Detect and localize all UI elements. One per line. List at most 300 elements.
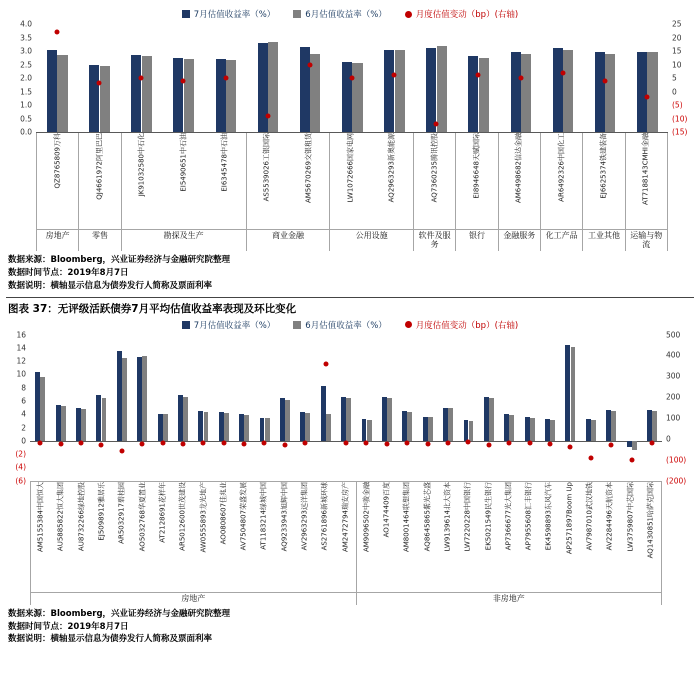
bar-column	[234, 335, 254, 481]
x-label	[397, 482, 417, 592]
legend-label: 7月估值收益率（%）	[193, 10, 276, 20]
left-axis-tick: 0.5	[20, 113, 32, 123]
bar-column	[173, 335, 193, 481]
jun-bar	[57, 55, 67, 132]
jun-bar	[184, 59, 194, 132]
category-group	[582, 133, 624, 251]
group-label: 化工产品	[541, 229, 582, 242]
x-label-text: EI5490651中石油	[179, 133, 188, 192]
bar-column	[247, 24, 289, 132]
x-label	[560, 482, 580, 592]
figure-title: 图表 37：无评级活跃债券7月平均估值收益率表现及环比变化	[6, 297, 694, 317]
x-label-text: AO5032768华夏置业	[138, 481, 147, 551]
note-source: 数据来源：Bloomberg，兴业证券经济与金融研究院整理	[8, 608, 231, 619]
group-label: 商业金融	[247, 229, 330, 242]
change-dot	[307, 62, 312, 67]
bar-column	[500, 24, 542, 132]
legend-item	[405, 8, 518, 20]
bar-column	[112, 335, 132, 481]
x-label-text: EK5021549民生银行	[484, 481, 493, 550]
left-axis	[6, 329, 30, 485]
change-dot	[446, 441, 451, 446]
change-dot	[139, 76, 144, 81]
bar-column	[417, 335, 437, 481]
x-label-text: AQ7360235腾讯控股	[430, 133, 439, 203]
jun-bar	[571, 347, 576, 441]
bar-column	[214, 335, 234, 481]
jun-bar	[605, 54, 615, 132]
change-dot	[323, 361, 328, 366]
jul-bar	[468, 56, 478, 132]
jun-bar	[489, 398, 494, 440]
jul-bar	[300, 47, 310, 132]
group-label: 非房地产	[357, 592, 661, 605]
bar-column	[626, 24, 668, 132]
category-axis	[30, 481, 662, 605]
change-dot	[609, 443, 614, 448]
x-label-text: EJ6625374铁建装备	[599, 133, 608, 199]
bar-column	[642, 335, 662, 481]
change-dot	[78, 441, 83, 446]
legend-item	[182, 8, 276, 20]
change-dot	[99, 443, 104, 448]
jun-bar	[265, 418, 270, 441]
x-label	[499, 133, 540, 229]
x-label-text: AO1474409百度	[382, 481, 391, 537]
jun-bar	[244, 415, 249, 441]
change-dot	[303, 441, 308, 446]
x-label	[372, 133, 413, 229]
jul-bar	[553, 48, 563, 132]
right-axis-tick: 400	[666, 350, 681, 360]
bar-columns	[30, 335, 662, 481]
x-label-text: AP7366677光大集团	[504, 481, 513, 550]
x-label	[418, 482, 438, 592]
jun-bar	[469, 421, 474, 441]
right-axis-tick: (10)	[672, 113, 688, 123]
bar-column	[519, 335, 539, 481]
change-dot	[265, 113, 270, 118]
left-axis-tick: (6)	[15, 475, 26, 485]
x-label-text: EJ5098912雅居乐	[97, 481, 106, 541]
legend-item	[293, 319, 387, 331]
jun-bar	[395, 50, 405, 132]
jun-bar	[61, 406, 66, 441]
jun-bar	[632, 441, 637, 450]
bar-column	[120, 24, 162, 132]
jul-bar	[173, 58, 183, 132]
legend-label: 6月估值收益率（%）	[305, 320, 387, 331]
bar-column	[373, 24, 415, 132]
left-axis-tick: 2	[21, 422, 26, 432]
right-axis	[662, 329, 694, 485]
jun-bar	[226, 60, 236, 132]
x-label-text: EI6345478中石油	[220, 133, 229, 192]
left-axis-tick: 0	[21, 436, 26, 446]
category-group	[413, 133, 455, 251]
bar-column	[356, 335, 376, 481]
jun-bar	[183, 397, 188, 441]
jun-bar	[407, 412, 412, 441]
x-label-text: LW1072666国家电网	[346, 133, 355, 203]
legend-item	[405, 319, 518, 331]
bar-column	[560, 335, 580, 481]
bar-column	[205, 24, 247, 132]
x-label	[456, 133, 497, 229]
change-dot	[560, 70, 565, 75]
bar-column	[438, 335, 458, 481]
x-label-text: AM2472794瑞安房产	[341, 481, 350, 552]
x-label	[92, 482, 112, 592]
x-label	[330, 133, 371, 229]
change-dot	[282, 443, 287, 448]
group-label: 公用设施	[330, 229, 413, 242]
right-axis-tick: (200)	[666, 475, 687, 485]
group-label: 软件及服务	[414, 229, 455, 251]
jun-bar	[81, 409, 86, 441]
x-label	[204, 133, 245, 229]
x-label-row	[499, 133, 540, 229]
category-axis	[36, 132, 668, 251]
jul-bar	[131, 55, 141, 132]
bar-column	[601, 335, 621, 481]
right-axis-tick: (100)	[666, 455, 687, 465]
bar-column	[336, 335, 356, 481]
right-axis-tick: 100	[666, 413, 681, 423]
change-dot	[507, 441, 512, 446]
jun-bar	[40, 377, 45, 441]
change-dot	[486, 443, 491, 448]
jun-bar	[387, 398, 392, 441]
x-label-text: AV7504807荣盛发展	[239, 481, 248, 550]
change-dot	[344, 441, 349, 446]
group-label: 工业其他	[583, 229, 624, 242]
group-label: 房地产	[37, 229, 78, 242]
x-label-text: JK91032580中石化	[137, 133, 146, 197]
right-axis-tick: 0	[666, 434, 671, 444]
jun-bar	[142, 356, 147, 441]
x-label-row	[122, 133, 246, 229]
chart-legend	[6, 6, 694, 24]
bar-legend-icon	[182, 321, 190, 329]
jun-bar	[428, 417, 433, 441]
change-dot	[405, 441, 410, 446]
x-label-text: AT2128691花样年	[158, 481, 167, 543]
x-label	[163, 133, 204, 229]
change-dot	[425, 442, 430, 447]
bar-column	[152, 335, 172, 481]
x-label-text: AQ2963293新奥能源	[387, 133, 396, 203]
change-dot	[262, 441, 267, 446]
group-label: 运输与物流	[626, 229, 667, 251]
left-axis-tick: 8	[21, 382, 26, 392]
x-label-text: AU5885822恒大集团	[56, 481, 65, 551]
x-label	[122, 133, 163, 229]
x-label-text: AM5155384中国恒大	[36, 481, 45, 552]
x-label-text: AT7188143CMHI金融	[641, 133, 650, 205]
dot-legend-icon	[405, 321, 412, 328]
x-label-row	[541, 133, 582, 229]
category-group	[625, 133, 668, 251]
left-axis-tick: 4	[21, 409, 26, 419]
chart-notes	[6, 251, 694, 294]
x-label-row	[414, 133, 455, 229]
x-label	[72, 482, 92, 592]
change-dot	[645, 94, 650, 99]
legend-label: 月度估值变动（bp）(右轴)	[415, 10, 519, 20]
x-label-text: AU8732266绿地控股	[77, 481, 86, 551]
right-axis	[668, 19, 694, 137]
legend-item	[182, 319, 276, 331]
x-label-text: AS5539026工银国际	[262, 133, 271, 202]
bar-column	[30, 335, 50, 481]
bar-column	[91, 335, 111, 481]
left-axis-tick: 4.0	[20, 19, 32, 29]
note-time: 数据时间节点：2019年8月7日	[8, 621, 129, 632]
group-label: 银行	[456, 229, 497, 242]
change-dot	[364, 441, 369, 446]
x-label-text: AR5012600世茂建设	[178, 481, 187, 551]
jun-bar	[652, 411, 657, 441]
bar-column	[479, 335, 499, 481]
note-desc: 数据说明：横轴显示信息为债券发行人简称及票面利率	[8, 280, 213, 291]
x-label	[377, 482, 397, 592]
bar-column	[289, 24, 331, 132]
left-axis-tick: 1.0	[20, 100, 32, 110]
top-yield-chart	[6, 6, 694, 295]
change-dot	[588, 455, 593, 460]
change-dot	[434, 121, 439, 126]
jun-bar	[367, 420, 372, 441]
x-label	[414, 133, 455, 229]
left-axis-tick: 16	[16, 329, 26, 339]
x-label	[458, 482, 478, 592]
bar-column	[458, 335, 478, 481]
x-label-text: AP7955608汇丰银行	[524, 481, 533, 550]
change-dot	[180, 442, 185, 447]
change-dot	[527, 441, 532, 446]
bar-column	[193, 335, 213, 481]
legend-item	[293, 8, 387, 20]
change-dot	[568, 445, 573, 450]
x-label	[580, 482, 600, 592]
right-axis-tick: 15	[672, 46, 682, 56]
change-dot	[242, 442, 247, 447]
jun-bar	[437, 46, 447, 132]
x-label-text: AQ8645865紫光芯盛	[423, 481, 432, 551]
left-axis-tick: 10	[16, 369, 26, 379]
bar-column	[162, 24, 204, 132]
left-axis-tick: 6	[21, 396, 26, 406]
x-label-row	[79, 133, 120, 229]
category-group	[36, 133, 78, 251]
bar-column	[621, 335, 641, 481]
jul-bar	[89, 65, 99, 133]
x-label	[519, 482, 539, 592]
bar-column	[584, 24, 626, 132]
left-axis-tick: (2)	[15, 449, 26, 459]
note-source: 数据来源：Bloomberg，兴业证券经济与金融研究院整理	[8, 255, 231, 266]
x-label	[288, 133, 329, 229]
x-label-text: AV2284496天航资本	[605, 481, 614, 550]
x-label	[478, 482, 498, 592]
x-label-text: AQ1430851哈萨克国际	[646, 481, 655, 558]
x-label-row	[456, 133, 497, 229]
legend-label: 6月估值收益率（%）	[305, 10, 387, 20]
bar-column	[397, 335, 417, 481]
category-group	[121, 133, 246, 251]
change-dot	[38, 441, 43, 446]
bar-column	[50, 335, 70, 481]
x-label	[626, 133, 667, 229]
group-label: 勘探及生产	[122, 229, 246, 242]
jun-bar	[563, 50, 573, 132]
chart-notes	[6, 605, 694, 648]
bar-column	[275, 335, 295, 481]
x-label-text: AS2761896新城环球	[320, 481, 329, 551]
chart-legend	[6, 317, 694, 335]
jul-bar	[258, 43, 268, 132]
left-axis-tick: 14	[16, 343, 26, 353]
x-label	[51, 482, 71, 592]
category-group	[78, 133, 120, 251]
change-dot	[392, 73, 397, 78]
x-label	[295, 482, 315, 592]
bar-column	[499, 335, 519, 481]
note-time: 数据时间节点：2019年8月7日	[8, 268, 129, 279]
left-axis-tick: 12	[16, 356, 26, 366]
right-axis-tick: (5)	[672, 100, 683, 110]
left-axis-tick: 3.5	[20, 32, 32, 42]
jul-bar	[511, 52, 521, 132]
left-axis-tick: 0.0	[20, 127, 32, 137]
right-axis-tick: 500	[666, 329, 681, 339]
category-group	[30, 482, 356, 605]
jun-bar	[611, 411, 616, 441]
change-dot	[649, 441, 654, 446]
bar-column	[71, 335, 91, 481]
jun-bar	[285, 400, 290, 441]
x-label-text: AM9096502中骏金融	[362, 481, 371, 552]
jul-bar	[47, 50, 57, 132]
x-label-text: AQ9233943旭辉中国	[280, 481, 289, 551]
jun-bar	[163, 414, 168, 441]
left-axis-tick: 1.5	[20, 86, 32, 96]
group-label: 房地产	[31, 592, 356, 605]
x-label-text: AR5032917碧桂园	[117, 481, 126, 544]
change-dot	[160, 441, 165, 446]
jun-bar	[352, 63, 362, 132]
x-label-text: AV2963293远洋集团	[300, 481, 309, 550]
jun-bar	[305, 413, 310, 441]
dot-legend-icon	[405, 11, 412, 18]
x-label-text: LW3759807中芯国际	[626, 481, 635, 551]
x-label-text: AT1183214绿城中国	[259, 481, 268, 550]
bar-legend-icon	[182, 10, 190, 18]
jul-bar	[426, 48, 436, 132]
bar-columns	[36, 24, 668, 132]
jul-bar	[342, 62, 352, 132]
change-dot	[629, 457, 634, 462]
jun-bar	[530, 418, 535, 441]
x-label	[541, 133, 582, 229]
x-label	[438, 482, 458, 592]
x-label-text: EI8946648天赋国际	[472, 133, 481, 199]
x-label-text: QJ4661972阿里巴巴	[95, 133, 104, 200]
x-label	[641, 482, 661, 592]
change-dot	[221, 441, 226, 446]
x-label	[539, 482, 559, 592]
x-label-text: AM8001464联想集团	[402, 481, 411, 552]
jun-bar	[326, 414, 331, 441]
x-label-row	[357, 482, 661, 592]
category-group	[246, 133, 330, 251]
bar-column	[457, 24, 499, 132]
bar-column	[542, 24, 584, 132]
left-axis-tick: 2.5	[20, 59, 32, 69]
jun-bar	[204, 412, 209, 441]
x-label-text: AW0555893龙光地产	[199, 481, 208, 553]
change-dot	[602, 78, 607, 83]
bar-legend-icon	[293, 321, 301, 329]
group-label: 零售	[79, 229, 120, 242]
bar-column	[415, 24, 457, 132]
jul-bar	[216, 59, 226, 132]
x-label	[600, 482, 620, 592]
jul-bar	[637, 52, 647, 132]
jun-bar	[448, 408, 453, 441]
x-label-row	[330, 133, 413, 229]
category-group	[329, 133, 413, 251]
jun-bar	[509, 415, 514, 441]
bar-column	[581, 335, 601, 481]
x-label	[79, 133, 120, 229]
x-label	[335, 482, 355, 592]
jun-bar	[479, 58, 489, 132]
x-label	[499, 482, 519, 592]
x-label-row	[583, 133, 624, 229]
x-label-row	[37, 133, 78, 229]
change-dot	[140, 442, 145, 447]
x-label-text: LW9139614北大资本	[443, 481, 452, 551]
left-axis-tick: 3.0	[20, 46, 32, 56]
bar-legend-icon	[293, 10, 301, 18]
x-label	[132, 482, 152, 592]
right-axis-tick: 300	[666, 371, 681, 381]
x-label-text: AP2571897Boom Up	[565, 481, 574, 554]
change-dot	[55, 30, 60, 35]
category-group	[455, 133, 497, 251]
x-label	[37, 133, 78, 229]
category-group	[356, 482, 662, 605]
change-dot	[547, 442, 552, 447]
change-dot	[350, 76, 355, 81]
right-axis-tick: 25	[672, 19, 682, 29]
x-label	[621, 482, 641, 592]
jun-bar	[102, 398, 107, 441]
jun-bar	[100, 66, 110, 132]
x-label	[214, 482, 234, 592]
jul-bar	[595, 52, 605, 132]
x-label-text: AV7987010武汉地铁	[585, 481, 594, 550]
left-axis	[6, 19, 36, 137]
jun-bar	[142, 56, 152, 132]
jun-bar	[550, 420, 555, 441]
x-label-row	[626, 133, 667, 229]
legend-label: 月度估值变动（bp）(右轴)	[415, 320, 519, 331]
x-label	[31, 482, 51, 592]
x-label-row	[247, 133, 330, 229]
